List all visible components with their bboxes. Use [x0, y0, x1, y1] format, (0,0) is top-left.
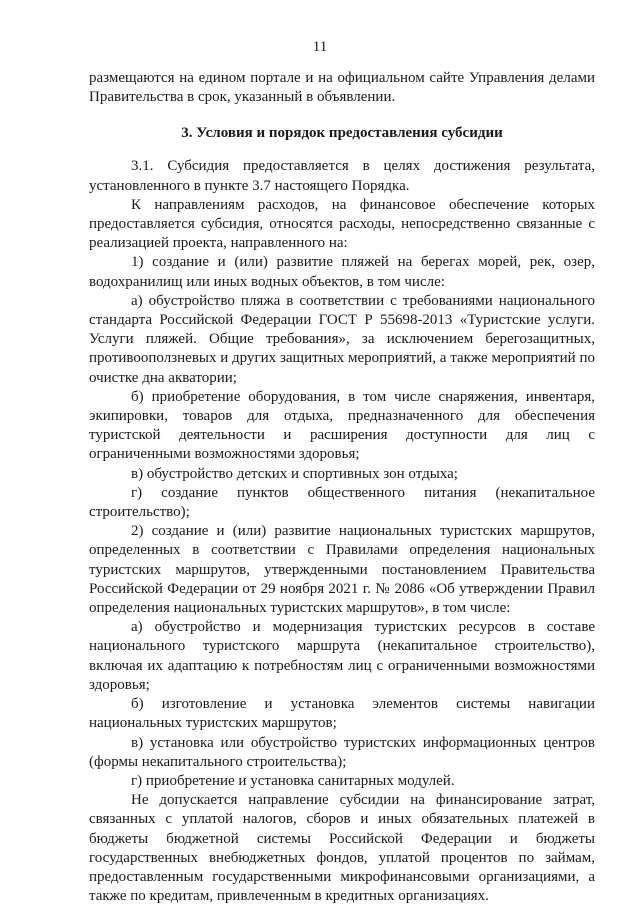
paragraph-item-2: 2) создание и (или) развитие национальных туристских маршрутов, определенных в соответствии с Правилами определения национальных туристских маршрутов, утвержденными постановлением Правительства Российской Федерации от 29 ноября 2021 г. № 2086 «Об утверждении Правил определения национальных туристских маршрутов», в том числе:: [89, 523, 595, 617]
paragraph-restriction: Не допускается направление субсидии на финансирование затрат, связанных с уплатой налогов, сборов и иных обязательных платежей в бюджеты бюджетной системы Российской Федерации и бюджеты государственных внебюджетных фондов, уплатой процентов по займам, предоставленным государственными микрофинансовыми организациями, а также по кредитам, привлеченным в кредитных организациях.: [89, 792, 595, 905]
paragraph-item-2g: г) приобретение и установка санитарных модулей.: [131, 772, 455, 789]
paragraph-item-2a: а) обустройство и модернизация туристских ресурсов в составе национального туристского маршрута (некапитальное строительство), включая их адаптацию к потребностям лиц с ограниченными возможностями здоровья;: [89, 619, 595, 693]
paragraph-item-1b: б) приобретение оборудования, в том числе снаряжения, инвентаря, экипировки, товаров для отдыха, предназначенного для обеспечения туристской деятельности и расширения доступности для лиц с ограниченными возможностями здоровья;: [89, 388, 595, 463]
lead-paragraph: размещаются на едином портале и на официальном сайте Управления делами Правительства в срок, указанный в объявлении.: [89, 70, 595, 106]
document-body: [89, 69, 595, 906]
page-number: 11: [312, 39, 328, 55]
paragraph-item-1v: в) обустройство детских и спортивных зон отдыха;: [131, 465, 458, 482]
paragraph-3-1: 3.1. Субсидия предоставляется в целях достижения результата, установленного в пункте 3.7 настоящего Порядка.: [89, 158, 595, 194]
paragraph-expense-directions: К направлениям расходов, на финансовое обеспечение которых предоставляется субсидия, относятся расходы, непосредственно связанные с реализацией проекта, направленного на:: [89, 196, 595, 252]
section-heading: 3. Условия и порядок предоставления субсидии: [181, 125, 503, 142]
paragraph-item-2b: б) изготовление и установка элементов системы навигации национальных туристских маршрутов;: [89, 696, 595, 732]
paragraph-item-1: 1) создание и (или) развитие пляжей на берегах морей, рек, озер, водохранилищ или иных водных объектов, в том числе:: [89, 254, 595, 290]
paragraph-item-1a: а) обустройство пляжа в соответствии с требованиями национального стандарта Российской Федерации ГОСТ Р 55698-2013 «Туристские услуги. Услуги пляжей. Общие требования», за исключением берегозащитных, противооползневых и других защитных мероприятий, а также мероприятий по очистке дна акватории;: [89, 292, 595, 386]
paragraph-item-2v: в) установка или обустройство туристских информационных центров (формы некапитального строительства);: [89, 734, 595, 770]
paragraph-item-1g: г) создание пунктов общественного питания (некапитальное строительство);: [89, 484, 595, 521]
